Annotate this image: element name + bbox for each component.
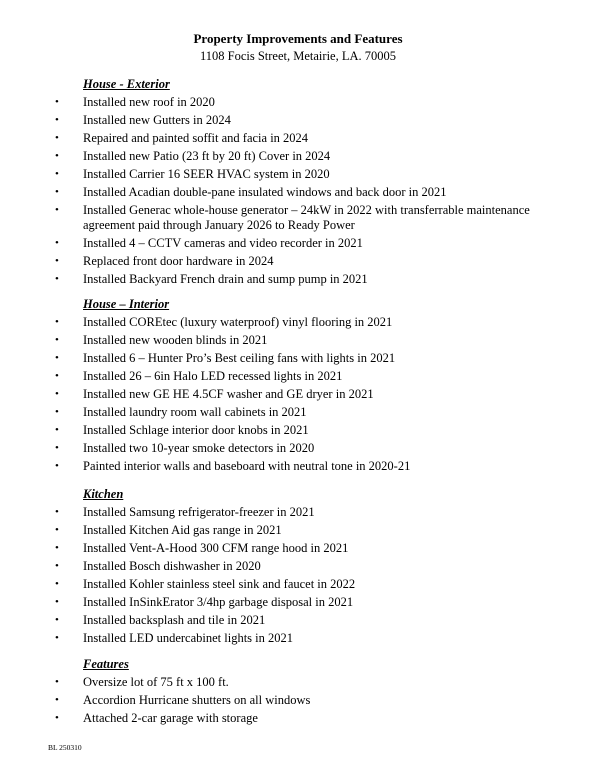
list-item xyxy=(0,523,593,538)
item-text: Accordion Hurricane shutters on all windows xyxy=(83,693,311,707)
item-text: Installed Bosch dishwasher in 2020 xyxy=(83,559,261,573)
item-text: Painted interior walls and baseboard with neutral tone in 2020-21 xyxy=(83,459,411,473)
section-house-interior xyxy=(0,296,593,474)
item-text: Installed InSinkErator 3/4hp garbage disposal in 2021 xyxy=(83,595,354,609)
list-item xyxy=(0,505,593,520)
list-item xyxy=(0,236,593,251)
item-list xyxy=(0,505,593,646)
bullet-icon: • xyxy=(55,150,59,162)
bullet-icon: • xyxy=(55,424,59,436)
list-item xyxy=(0,333,593,348)
item-text: Installed Vent-A-Hood 300 CFM range hood in 2021 xyxy=(83,541,349,555)
item-text: Installed laundry room wall cabinets in 2021 xyxy=(83,405,307,419)
section-heading: Features xyxy=(83,657,129,671)
item-list xyxy=(0,95,593,287)
list-item xyxy=(0,613,593,628)
item-text: Installed 4 – CCTV cameras and video recorder in 2021 xyxy=(83,236,363,250)
item-text: Repaired and painted soffit and facia in 2024 xyxy=(83,131,309,145)
list-item xyxy=(0,631,593,646)
list-item xyxy=(0,185,593,200)
section-kitchen xyxy=(0,486,593,646)
list-item xyxy=(0,441,593,456)
list-item xyxy=(0,254,593,269)
bullet-icon: • xyxy=(55,632,59,644)
list-item xyxy=(0,459,593,474)
item-text: Installed Backyard French drain and sump pump in 2021 xyxy=(83,272,368,286)
bullet-icon: • xyxy=(55,524,59,536)
list-item xyxy=(0,675,593,690)
list-item xyxy=(0,405,593,420)
bullet-icon: • xyxy=(55,114,59,126)
bullet-icon: • xyxy=(55,168,59,180)
bullet-icon: • xyxy=(55,352,59,364)
bullet-icon: • xyxy=(55,186,59,198)
list-item xyxy=(0,559,593,574)
item-text: Installed Samsung refrigerator-freezer in 2021 xyxy=(83,505,315,519)
document-code: BL 250310 xyxy=(48,743,82,752)
list-item xyxy=(0,541,593,556)
bullet-icon: • xyxy=(55,596,59,608)
list-item xyxy=(0,423,593,438)
list-item xyxy=(0,711,593,726)
item-text: Installed two 10-year smoke detectors in 2020 xyxy=(83,441,315,455)
list-item xyxy=(0,149,593,164)
item-text: Replaced front door hardware in 2024 xyxy=(83,254,274,268)
bullet-icon: • xyxy=(55,614,59,626)
item-text: Attached 2-car garage with storage xyxy=(83,711,258,725)
item-text: Installed COREtec (luxury waterproof) vinyl flooring in 2021 xyxy=(83,315,393,329)
bullet-icon: • xyxy=(55,237,59,249)
item-text: Installed 6 – Hunter Pro’s Best ceiling fans with lights in 2021 xyxy=(83,351,396,365)
list-item xyxy=(0,387,593,402)
bullet-icon: • xyxy=(55,273,59,285)
item-text: Installed new Gutters in 2024 xyxy=(83,113,231,127)
bullet-icon: • xyxy=(55,560,59,572)
bullet-icon: • xyxy=(55,442,59,454)
item-list xyxy=(0,315,593,474)
item-text: Installed Schlage interior door knobs in 2021 xyxy=(83,423,309,437)
bullet-icon: • xyxy=(55,388,59,400)
bullet-icon: • xyxy=(55,406,59,418)
list-item xyxy=(0,272,593,287)
item-text: Installed new wooden blinds in 2021 xyxy=(83,333,268,347)
list-item xyxy=(0,131,593,146)
bullet-icon: • xyxy=(55,316,59,328)
list-item xyxy=(0,113,593,128)
bullet-icon: • xyxy=(55,460,59,472)
list-item xyxy=(0,203,593,233)
bullet-icon: • xyxy=(55,255,59,267)
item-text: Installed new roof in 2020 xyxy=(83,95,215,109)
item-text: Installed Kohler stainless steel sink and faucet in 2022 xyxy=(83,577,356,591)
bullet-icon: • xyxy=(55,712,59,724)
list-item xyxy=(0,315,593,330)
bullet-icon: • xyxy=(55,370,59,382)
list-item xyxy=(0,595,593,610)
item-text: Installed new Patio (23 ft by 20 ft) Cover in 2024 xyxy=(83,149,331,163)
item-text: Installed Acadian double-pane insulated windows and back door in 2021 xyxy=(83,185,447,199)
list-item xyxy=(0,369,593,384)
item-text: Installed Generac whole-house generator – 24kW in 2022 with transferrable maintenance agreement paid through January 2026 to Ready Power xyxy=(83,203,530,232)
bullet-icon: • xyxy=(55,542,59,554)
document-header xyxy=(0,31,593,64)
property-address: 1108 Focis Street, Metairie, LA. 70005 xyxy=(199,49,397,63)
bullet-icon: • xyxy=(55,676,59,688)
item-text: Installed backsplash and tile in 2021 xyxy=(83,613,266,627)
list-item xyxy=(0,167,593,182)
bullet-icon: • xyxy=(55,694,59,706)
section-heading: House – Interior xyxy=(83,297,170,311)
bullet-icon: • xyxy=(55,334,59,346)
item-list xyxy=(0,675,593,726)
item-text: Installed Kitchen Aid gas range in 2021 xyxy=(83,523,282,537)
item-text: Installed 26 – 6in Halo LED recessed lights in 2021 xyxy=(83,369,343,383)
list-item xyxy=(0,693,593,708)
item-text: Oversize lot of 75 ft x 100 ft. xyxy=(83,675,229,689)
section-features xyxy=(0,656,593,726)
section-house-exterior xyxy=(0,76,593,287)
item-text: Installed Carrier 16 SEER HVAC system in 2020 xyxy=(83,167,330,181)
list-item xyxy=(0,351,593,366)
bullet-icon: • xyxy=(55,96,59,108)
item-text: Installed new GE HE 4.5CF washer and GE dryer in 2021 xyxy=(83,387,374,401)
bullet-icon: • xyxy=(55,132,59,144)
bullet-icon: • xyxy=(55,506,59,518)
bullet-icon: • xyxy=(55,578,59,590)
bullet-icon: • xyxy=(55,204,59,216)
section-heading: Kitchen xyxy=(83,487,124,501)
list-item xyxy=(0,577,593,592)
section-heading: House - Exterior xyxy=(83,77,170,91)
list-item xyxy=(0,95,593,110)
document-title: Property Improvements and Features xyxy=(193,31,403,46)
item-text: Installed LED undercabinet lights in 2021 xyxy=(83,631,294,645)
